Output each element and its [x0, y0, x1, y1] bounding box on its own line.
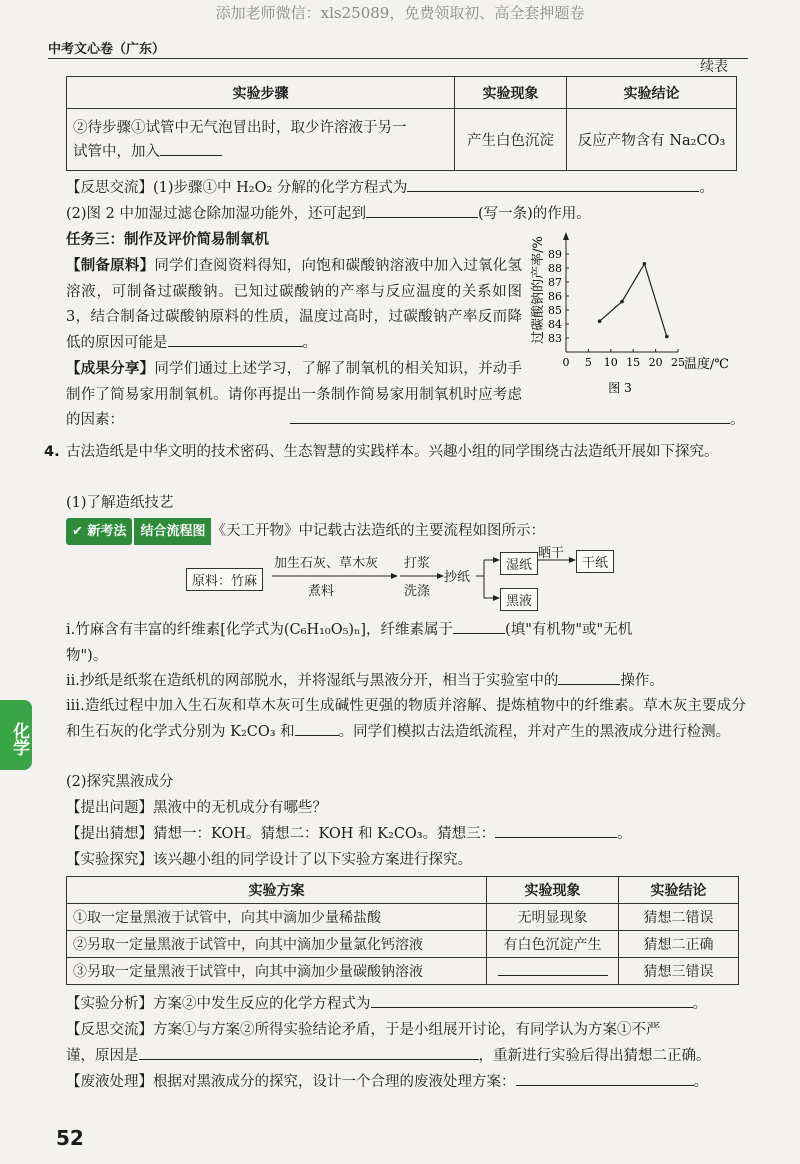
qii-paragraph: [66, 669, 746, 695]
flow-intro-text: 《天工开物》中记载古法造纸的主要流程如图所示：: [211, 523, 545, 539]
x-tick-label: 20: [648, 356, 663, 369]
table1-step-line2: 试管中，加入: [73, 143, 160, 160]
y-tick-label: 83: [548, 332, 562, 345]
yield-chart: [528, 228, 750, 400]
table2-phenomenon-cell: [487, 958, 619, 985]
table1-header-conclusion: 实验结论: [567, 77, 737, 109]
flow-wash-label: 洗涤: [404, 584, 431, 599]
x-tick-label: 25: [671, 356, 685, 369]
reflect1-text: 【反思交流】(1)步骤①中 H₂O₂ 分解的化学方程式为: [66, 180, 408, 196]
x-tick-label: 10: [603, 356, 618, 369]
watermark-text: 添加老师微信：xls25089，免费领取初、高全套押题卷: [215, 4, 585, 22]
table2-conclusion-cell: 猜想二正确: [619, 931, 739, 958]
header-rule: [48, 58, 748, 59]
new-method-label: 新考法: [87, 524, 127, 539]
answer-blank-equation[interactable]: [407, 178, 699, 192]
book-header: 中考文心卷（广东）: [48, 42, 166, 57]
y-tick-label: 88: [548, 262, 562, 275]
table2-header-conclusion: 实验结论: [619, 877, 739, 904]
qi-paragraph: [66, 618, 746, 669]
reflect3-text-c: ，重新进行实验后得出猜想二正确。: [478, 1048, 711, 1064]
data-point: [665, 335, 669, 339]
period-mark: 。: [302, 334, 317, 351]
chart-series-line: [600, 264, 667, 337]
q4-paragraph: 古法造纸是中华文明的技术密码、生态智慧的实践样本。兴趣小组的同学围绕古法造纸开展如下探究。: [66, 444, 719, 460]
flow-tag: 结合流程图: [134, 518, 211, 545]
period-mark: 。: [699, 180, 714, 196]
flow-raw-box: 原料：竹麻: [186, 568, 263, 591]
reflect2-text-b: (写一条)的作用。: [477, 206, 591, 222]
table1-step-cell: [67, 109, 455, 171]
prep-label: 【制备原料】: [66, 258, 155, 274]
experiment-table-1: [66, 76, 737, 171]
qi-text-c: 物")。: [66, 647, 108, 664]
flow-add-label: 加生石灰、草木灰: [274, 556, 379, 571]
reflect3-text-b: 谨，原因是: [66, 1048, 139, 1064]
analysis-text: 【实验分析】方案②中发生反应的化学方程式为: [66, 996, 371, 1012]
flow-copy-label: 抄纸: [444, 570, 471, 585]
table1-step-line1: ②待步骤①试管中无气泡冒出时，取少许溶液于另一: [73, 119, 407, 136]
answer-blank-phenomenon[interactable]: [498, 962, 608, 976]
flow-arrows: [186, 548, 626, 610]
sub2-title: (2)探究黑液成分: [66, 774, 174, 790]
guess-line: [66, 822, 632, 847]
y-tick-label: 87: [548, 276, 562, 289]
qiii-text-a: ⅲ.造纸过程中加入生石灰和草木灰可生成碱性更强的物质并溶解、提炼植物中的纤维素。草木灰主要成分和生石灰的化学式分别为 K₂CO₃ 和: [66, 698, 746, 740]
flow-black-box: 黑液: [500, 588, 538, 611]
guess-text: 【提出猜想】猜想一：KOH。猜想二：KOH 和 K₂CO₃。猜想三：: [66, 826, 496, 842]
continued-label: 续表: [700, 59, 728, 75]
x-tick-label: 5: [584, 356, 592, 369]
answer-blank-quicklime[interactable]: [295, 722, 339, 736]
chart-ylabel: 过碳酸钠的产率/%: [531, 236, 546, 344]
answer-blank-operation[interactable]: [558, 671, 620, 685]
share-label: 【成果分享】: [66, 361, 155, 377]
table-row: [67, 904, 739, 931]
qii-text-a: ⅱ.抄纸是纸浆在造纸机的网部脱水，并将湿纸与黑液分开，相当于实验室中的: [66, 673, 559, 689]
task3-title: 任务三：制作及评价简易制氧机: [66, 232, 269, 248]
flow-intro-line: [66, 518, 545, 545]
table1-header-phenomenon: 实验现象: [455, 77, 567, 109]
waste-line: [66, 1070, 708, 1095]
flow-dry-step-label: 晒干: [538, 546, 565, 561]
answer-blank-cellulose[interactable]: [453, 620, 505, 634]
answer-blank-reason[interactable]: [168, 333, 303, 347]
guess-period: 。: [617, 826, 632, 842]
share-text: 同学们通过上述学习，了解了制氧机的相关知识，并动手制作了简易家用制氧机。请你再提出一条制作简易家用制氧机时应考虑的因素：: [66, 361, 523, 428]
waste-text: 【废液处理】根据对黑液成分的探究，设计一个合理的废液处理方案：: [66, 1074, 516, 1090]
answer-blank-reaction[interactable]: [371, 994, 693, 1008]
table2-conclusion-cell: 猜想二错误: [619, 904, 739, 931]
page-number: 52: [56, 1126, 84, 1150]
table2-header-phenomenon: 实验现象: [487, 877, 619, 904]
explore-line: 【实验探究】该兴趣小组的同学设计了以下实验方案进行探究。: [66, 852, 472, 868]
new-method-tag: ✔ 新考法: [66, 518, 132, 545]
ask-line: 【提出问题】黑液中的无机成分有哪些？: [66, 800, 327, 816]
answer-blank-factor[interactable]: [290, 410, 730, 424]
flow-dry-box: 干纸: [576, 550, 614, 573]
flow-cook-label: 煮料: [308, 584, 335, 599]
answer-blank-guess3[interactable]: [495, 824, 617, 838]
x-tick-label: 15: [626, 356, 641, 369]
table2-conclusion-cell: 猜想三错误: [619, 958, 739, 985]
qii-text-b: 操作。: [620, 673, 664, 689]
table1-conclusion-cell: 反应产物含有 Na₂CO₃: [567, 109, 737, 171]
analysis-line: [66, 992, 707, 1017]
qiii-paragraph: [66, 694, 746, 745]
answer-blank-flaw[interactable]: [139, 1046, 479, 1060]
y-tick-label: 86: [548, 290, 562, 303]
flow-wet-box: 湿纸: [500, 552, 538, 575]
period-mark: 。: [693, 1074, 708, 1090]
answer-blank-reagent[interactable]: [160, 142, 222, 156]
experiment-table-2: [66, 876, 739, 985]
x-tick-label: 0: [562, 356, 570, 369]
chart-title: 图 3: [608, 381, 632, 395]
data-point: [598, 319, 602, 323]
answer-blank-waste[interactable]: [516, 1072, 694, 1086]
table2-phenomenon-cell: 无明显现象: [487, 904, 619, 931]
reflect2-text-a: (2)图 2 中加湿过滤仓除加湿功能外，还可起到: [66, 206, 366, 222]
period-mark: 。: [730, 412, 745, 428]
sub1-title: (1)了解造纸技艺: [66, 495, 174, 511]
y-tick-label: 85: [548, 304, 562, 317]
data-point: [620, 300, 624, 304]
reflect3-line-1: 【反思交流】方案①与方案②所得实验结论矛盾，于是小组展开讨论，有同学认为方案①不严: [66, 1022, 661, 1038]
table2-plan-cell: ③另取一定量黑液于试管中，向其中滴加少量碳酸钠溶液: [67, 958, 487, 985]
flow-beat-label: 打浆: [404, 556, 431, 571]
reflect3-line-2: [66, 1044, 711, 1069]
table1-phenomenon-cell: 产生白色沉淀: [455, 109, 567, 171]
chart-xlabel: 温度/℃: [684, 357, 729, 372]
prep-text: 同学们查阅资料得知，向饱和碳酸钠溶液中加入过氧化氢溶液，可制备过碳酸钠。已知过碳酸钠的产率与反应温度的关系如图3，结合制备过碳酸钠原料的性质，温度过高时，过碳酸钠产率反而降低的原因可能是: [66, 258, 523, 351]
q4-number: 4.: [44, 444, 60, 460]
reflect-line-2: [66, 202, 591, 227]
reflect-line-1: [66, 176, 714, 201]
table2-phenomenon-cell: 有白色沉淀产生: [487, 931, 619, 958]
data-point: [643, 262, 647, 266]
answer-blank-filter-role[interactable]: [366, 204, 478, 218]
table2-header-plan: 实验方案: [67, 877, 487, 904]
table2-plan-cell: ②另取一定量黑液于试管中，向其中滴加少量氯化钙溶液: [67, 931, 487, 958]
y-axis-arrow: [563, 232, 569, 240]
y-tick-label: 84: [548, 318, 562, 331]
subject-side-tab: 化学: [0, 700, 32, 770]
table1-header-steps: 实验步骤: [67, 77, 455, 109]
share-answer-line: [290, 408, 745, 433]
qi-text-b: (填"有机物"或"无机: [505, 622, 633, 638]
process-flowchart: [186, 548, 626, 610]
table-row: [67, 931, 739, 958]
qiii-text-b: 。同学们模拟古法造纸流程，并对产生的黑液成分进行检测。: [338, 723, 731, 740]
y-tick-label: 89: [548, 248, 562, 261]
prep-paragraph: [66, 254, 522, 356]
table2-plan-cell: ①取一定量黑液于试管中，向其中滴加少量稀盐酸: [67, 904, 487, 931]
period-mark: 。: [692, 996, 707, 1012]
qi-text-a: ⅰ.竹麻含有丰富的纤维素[化学式为(C₆H₁₀O₅)ₙ]，纤维素属于: [66, 622, 454, 638]
table-row: [67, 958, 739, 985]
